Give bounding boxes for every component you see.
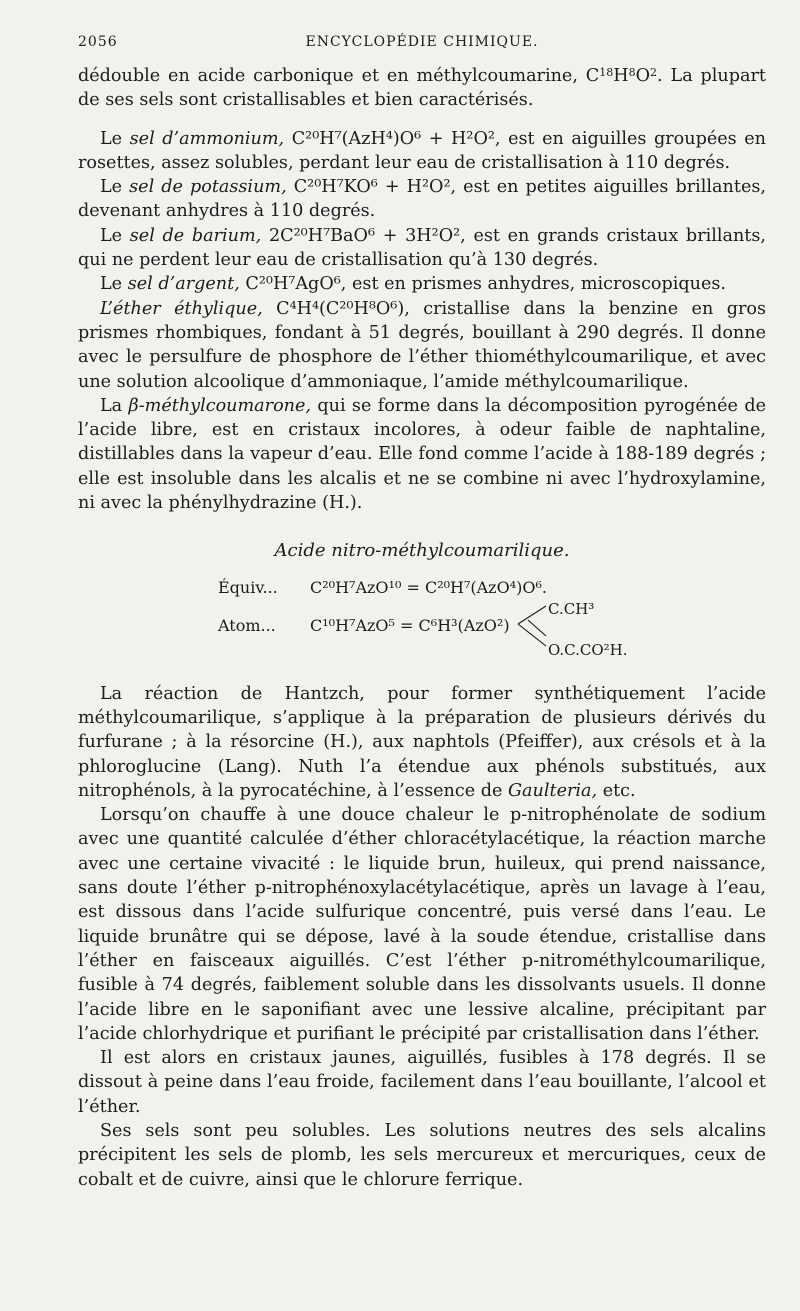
page-body [78, 64, 766, 1192]
barium-salt-paragraph: Le sel de barium, 2C²⁰H⁷BaO⁶ + 3H²O², est en grands cristaux brillants, qui ne perdent leur eau de cristallisation qu’à 130 degrés. [78, 225, 766, 271]
running-title: ENCYCLOPÉDIE CHIMIQUE. [305, 34, 539, 50]
continuation-paragraph: dédouble en acide carbonique et en méthylcoumarine, $C^{18}H^8O^2$. La plupart de ses sels sont cristallisables et bien caractérisés. [78, 66, 766, 111]
methylcoumarone-paragraph: La β-méthylcoumarone, qui se forme dans la décomposition pyrogénée de l’acide libre, est en cristaux incolores, à odeur faible de naphtaline, distillables dans la vapeur d’eau. Elle fond comme l’acide à 188-189 degrés ; elle est insoluble dans les alcalis et ne se combine ni avec l’hydroxylamine, ni avec la phénylhydrazine (H.). [78, 395, 766, 514]
properties-paragraph: Il est alors en cristaux jaunes, aiguillés, fusibles à 178 degrés. Il se dissout à peine dans l’eau froide, facilement dans l’eau bouillante, l’alcool et l’éther. [78, 1048, 766, 1117]
atom-formula: C¹⁰H⁷AzO⁵ = C⁶H³(AzO²) [310, 615, 510, 635]
branch-top: C.CH³ [548, 599, 595, 618]
page-header [78, 34, 766, 58]
page-number: 2056 [78, 34, 118, 50]
potassium-salt-paragraph: Le sel de potassium, C²⁰H⁷KO⁶ + H²O², est en petites aiguilles brillantes, devenant anhydres à 110 degrés. [78, 177, 766, 222]
ammonium-salt-paragraph: Le sel d’ammonium, C²⁰H⁷(AzH⁴)O⁶ + H²O², est en aiguilles groupées en rosettes, assez solubles, perdant leur eau de cristallisation à 110 degrés. [78, 128, 766, 173]
equiv-formula: C²⁰H⁷AzO¹⁰ = C²⁰H⁷(AzO⁴)O⁶. [310, 577, 547, 597]
formula-block [78, 574, 766, 670]
equiv-label: Équiv... [218, 577, 278, 597]
hantzch-paragraph: La réaction de Hantzch, pour former synthétiquement l’acide méthylcoumarilique, s’applique à la préparation de plusieurs dérivés du furfurane ; à la résorcine (H.), aux naphtols (Pfeiffer), aux crésols et à la phloroglucine (Lang). Nuth l’a étendue aux phénols substitués, aux nitrophénols, à la pyrocatéchine, à l’essence de Gaulteria, etc. [78, 683, 766, 801]
branch-bottom: O.C.CO²H. [548, 640, 628, 659]
preparation-paragraph: Lorsqu’on chauffe à une douce chaleur le p-nitrophénolate de sodium avec une quantité calculée d’éther chloracétylacétique, la réaction marche avec une certaine vivacité : le liquide brun, huileux, qui prend naissance, sans doute l’éther p-nitrophénoxylacétylacétique, après un lavage à l’eau, est dissous dans l’acide sulfurique concentré, puis versé dans l’eau. Le liquide brunâtre qui se dépose, lavé à la soude étendue, cristallise dans l’éther en faisceaux aiguillés. C’est l’éther p-nitrométhylcoumarilique, fusible à 74 degrés, faiblement soluble dans les dissolvants usuels. Il donne l’acide libre en le saponifiant avec une lessive alcaline, précipitant par l’acide chlorhydrique et purifiant le précipité par cristallisation dans l’éther. [78, 805, 766, 1044]
atom-label: Atom... [218, 615, 276, 635]
silver-salt-paragraph: Le sel d’argent, C²⁰H⁷AgO⁶, est en prismes anhydres, microscopiques. [100, 274, 727, 295]
section-title: Acide nitro-méthylcoumarilique. [274, 540, 570, 562]
ethyl-ether-paragraph: L’éther éthylique, C⁴H⁴(C²⁰H⁸O⁶), cristallise dans la benzine en gros prismes rhombiques, fondant à 51 degrés, bouillant à 290 degrés. Il donne avec le persulfure de phosphore de l’éther thiométhylcoumarilique, et avec une solution alcoolique d’ammoniaque, l’amide méthylcoumarilique. [78, 298, 767, 392]
salts-paragraph: Ses sels sont peu solubles. Les solutions neutres des sels alcalins précipitent les sels de plomb, les sels mercureux et mercuriques, ceux de cobalt et de cuivre, ainsi que le chlorure ferrique. [78, 1120, 766, 1190]
